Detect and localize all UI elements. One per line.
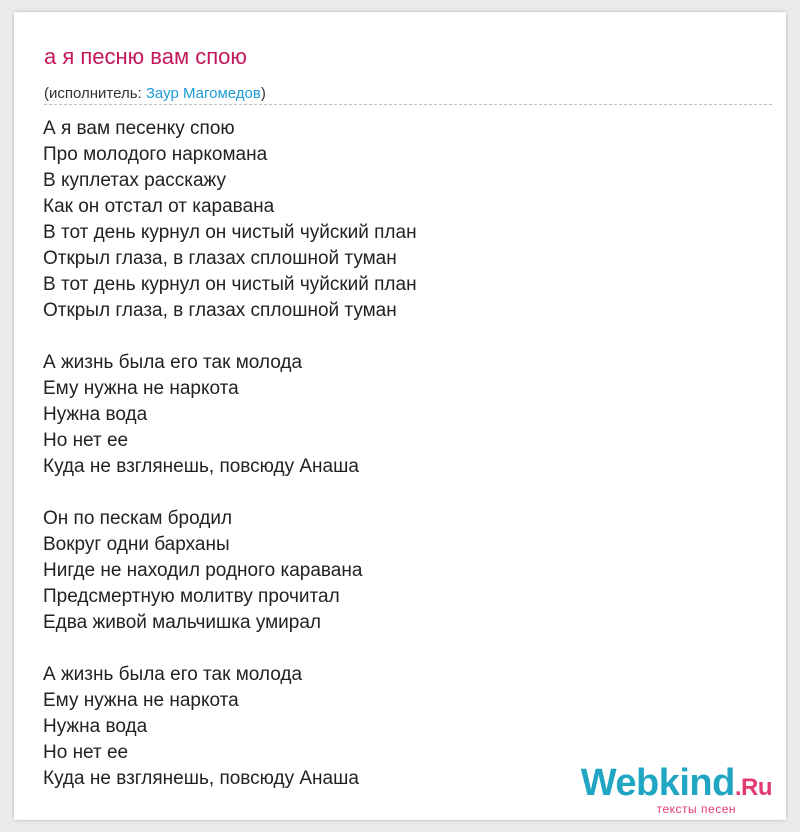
lyric-line: Но нет ее (43, 742, 129, 763)
lyric-line: А я вам песенку спою (43, 118, 235, 139)
lyric-line: Как он отстал от каравана (43, 196, 275, 217)
lyric-line: Едва живой мальчишка умирал (43, 612, 322, 633)
stanza (43, 350, 763, 480)
lyric-line: Нигде не находил родного каравана (43, 560, 363, 581)
lyric-line: Нужна вода (43, 404, 148, 425)
lyric-line: Ему нужна не наркота (43, 690, 239, 711)
lyric-line: Он по пескам бродил (43, 508, 233, 529)
lyric-line: В куплетах расскажу (43, 170, 226, 191)
meta-suffix: ) (260, 85, 266, 102)
meta-prefix: (исполнитель: (44, 85, 146, 102)
divider (44, 104, 772, 105)
lyric-line: Открыл глаза, в глазах сплошной туман (43, 248, 397, 269)
lyric-line: Но нет ее (43, 430, 129, 451)
lyric-line: А жизнь была его так молода (43, 664, 303, 685)
stanza (43, 116, 763, 324)
lyric-line: Вокруг одни барханы (43, 534, 230, 555)
lyrics-body (43, 116, 763, 818)
lyric-line: Открыл глаза, в глазах сплошной туман (43, 300, 397, 321)
logo-wordmark (581, 764, 772, 807)
lyric-line: Про молодого наркомана (43, 144, 268, 165)
logo-tld: .Ru (734, 774, 772, 801)
lyric-line: А жизнь была его так молода (43, 352, 303, 373)
lyric-line: Предсмертную молитву прочитал (43, 586, 340, 607)
lyric-line: Куда не взглянешь, повсюду Анаша (43, 768, 359, 789)
song-title: а я песню вам спою (44, 44, 247, 69)
lyric-line: В тот день курнул он чистый чуйский план (43, 222, 417, 243)
artist-link[interactable]: Заур Магомедов (145, 85, 261, 102)
lyric-line: В тот день курнул он чистый чуйский план (43, 274, 417, 295)
logo-tagline: тексты песен (656, 802, 736, 816)
song-meta (44, 84, 266, 104)
stanza (43, 506, 763, 636)
lyric-line: Ему нужна не наркота (43, 378, 239, 399)
lyric-line: Нужна вода (43, 716, 148, 737)
logo-name: Webkind (580, 762, 735, 804)
site-logo[interactable] (581, 764, 772, 815)
lyrics-card (14, 12, 786, 820)
lyric-line: Куда не взглянешь, повсюду Анаша (43, 456, 359, 477)
